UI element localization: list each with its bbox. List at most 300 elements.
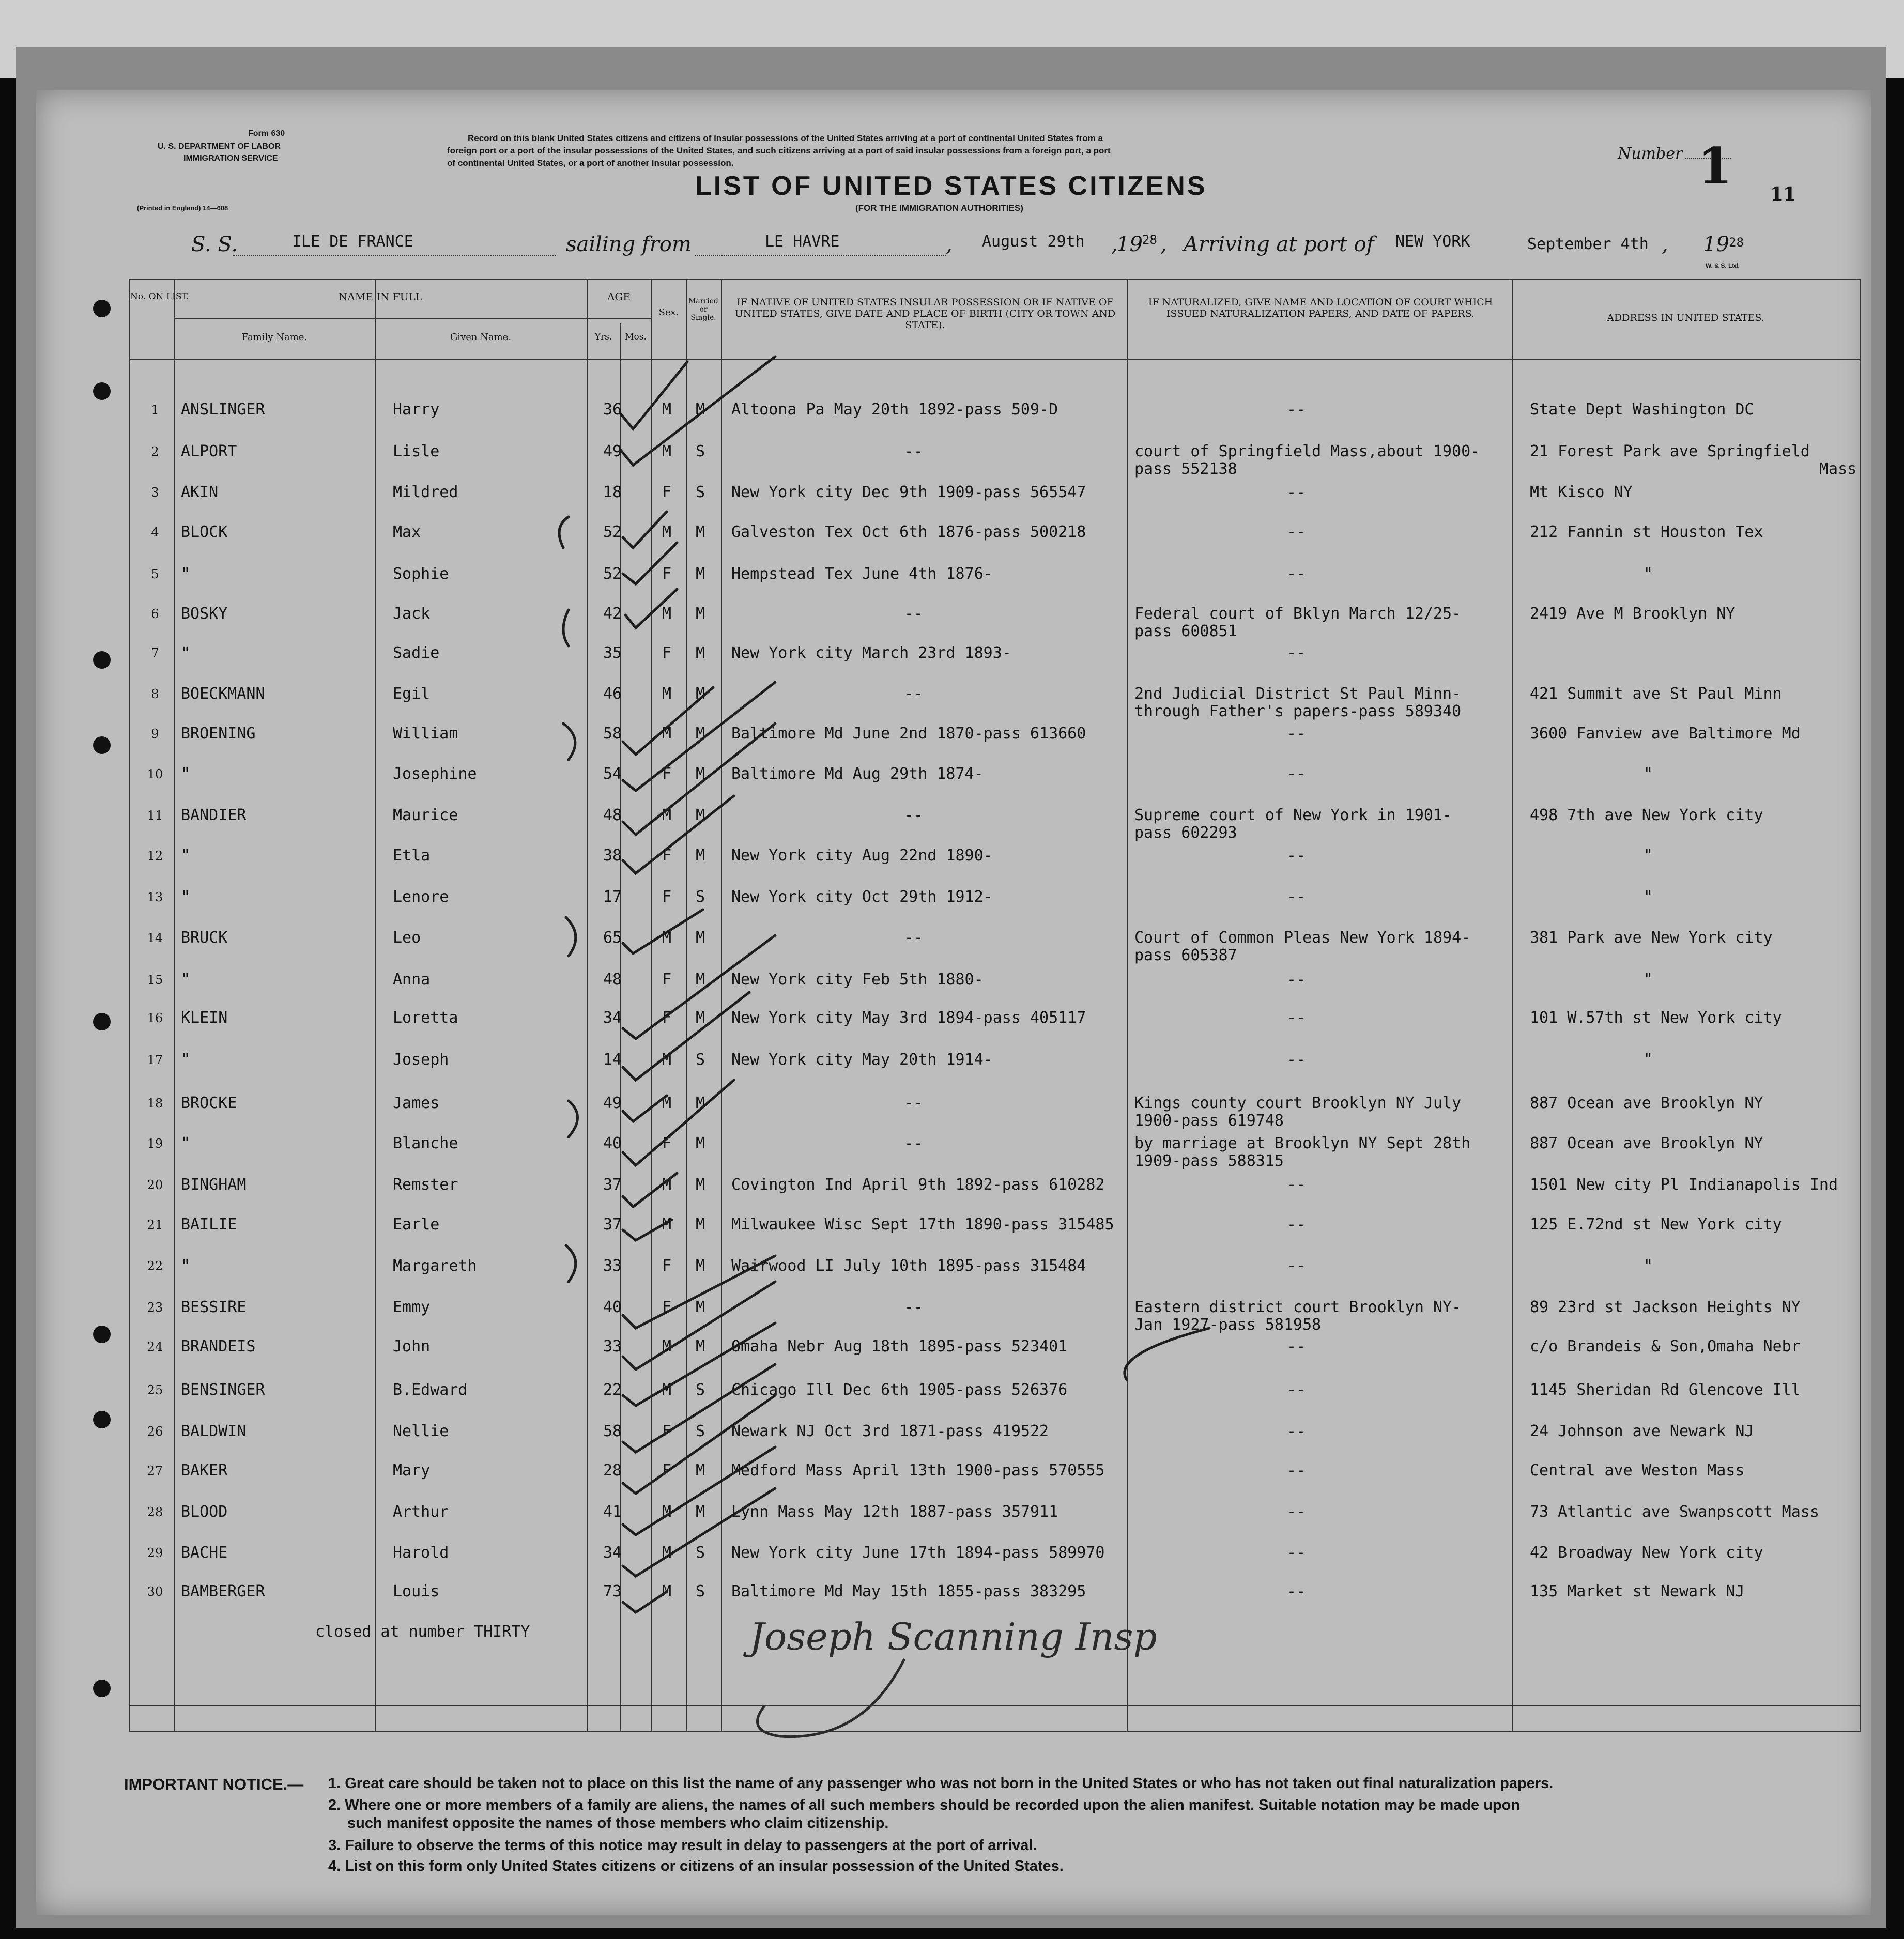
marital-status: M <box>695 565 705 583</box>
age-years: 38 <box>603 847 622 865</box>
comma: , <box>1160 233 1167 256</box>
address: " <box>1644 847 1653 865</box>
service: IMMIGRATION SERVICE <box>183 154 278 163</box>
birth-info: -- <box>904 1298 924 1316</box>
family-name: BRANDEIS <box>181 1337 256 1356</box>
family-name: BROENING <box>181 725 256 743</box>
family-name: BAKER <box>181 1461 228 1480</box>
naturalization-info: -- <box>1287 1381 1306 1399</box>
naturalization-info: -- <box>1287 1337 1306 1356</box>
family-name: BAMBERGER <box>181 1582 265 1601</box>
address: 1145 Sheridan Rd Glencove Ill <box>1530 1381 1801 1399</box>
family-name: BLOOD <box>181 1503 228 1521</box>
marital-status: S <box>695 1544 705 1562</box>
passenger-number: 10 <box>147 767 163 781</box>
sex: M <box>662 1337 672 1356</box>
passenger-number: 11 <box>147 808 163 823</box>
signature-flourish <box>734 1643 941 1757</box>
address: 73 Atlantic ave Swanpscott Mass <box>1530 1503 1819 1521</box>
given-name: Nellie <box>393 1422 449 1440</box>
address: 212 Fannin st Houston Tex <box>1530 523 1763 541</box>
naturalization-info: -- <box>1287 1176 1306 1194</box>
given-name: Arthur <box>393 1503 449 1521</box>
printed-note: (Printed in England) 14—608 <box>137 204 228 212</box>
page-title: LIST OF UNITED STATES CITIZENS <box>695 171 1207 201</box>
naturalization-info: -- <box>1287 565 1306 583</box>
sex: M <box>662 401 672 419</box>
age-years: 34 <box>603 1544 622 1562</box>
passenger-number: 15 <box>147 973 163 987</box>
header-naturalized: IF NATURALIZED, GIVE NAME AND LOCATION OF COURT WHICH ISSUED NATURALIZATION PAPERS, AND DATE OF PAPERS. <box>1148 297 1493 319</box>
passenger-number: 18 <box>147 1096 163 1111</box>
comma: , <box>1662 233 1668 256</box>
naturalization-info-cont: pass 602293 <box>1134 824 1237 842</box>
naturalization-info-cont: Jan 1927-pass 581958 <box>1134 1316 1322 1334</box>
family-name: " <box>181 888 191 906</box>
address: 89 23rd st Jackson Heights NY <box>1530 1298 1801 1316</box>
family-name: BLOCK <box>181 523 228 541</box>
comma: , <box>1111 233 1118 256</box>
family-name: BALDWIN <box>181 1422 247 1440</box>
birth-info: -- <box>904 1094 924 1112</box>
port-to: NEW YORK <box>1395 233 1470 251</box>
address: 125 E.72nd st New York city <box>1530 1215 1782 1234</box>
number-label: Number <box>1618 145 1683 163</box>
address: " <box>1644 765 1653 783</box>
passenger-number: 19 <box>147 1136 163 1151</box>
naturalization-info: -- <box>1287 523 1306 541</box>
passenger-number: 13 <box>147 890 163 904</box>
header-yrs: Yrs. <box>594 332 612 342</box>
sex: M <box>662 1094 672 1112</box>
arriving-label: Arriving at port of <box>1184 233 1374 256</box>
address: " <box>1644 971 1653 989</box>
marital-status: M <box>695 765 705 783</box>
age-years: 17 <box>603 888 622 906</box>
family-name: ALPORT <box>181 442 237 460</box>
naturalization-info: -- <box>1287 1257 1306 1275</box>
header-family-name: Family Name. <box>241 332 308 343</box>
birth-info: -- <box>904 442 924 460</box>
marital-status: S <box>695 1582 705 1601</box>
depart-year-prefix: 19 <box>1116 233 1143 256</box>
address: " <box>1644 1051 1653 1069</box>
naturalization-info-cont: 1909-pass 588315 <box>1134 1152 1284 1170</box>
birth-info: Chicago Ill Dec 6th 1905-pass 526376 <box>731 1381 1068 1399</box>
birth-info: Omaha Nebr Aug 18th 1895-pass 523401 <box>731 1337 1068 1356</box>
passenger-number: 16 <box>147 1011 163 1025</box>
address: " <box>1644 888 1653 906</box>
age-years: 48 <box>603 971 622 989</box>
sex: F <box>662 1257 672 1275</box>
passenger-number: 26 <box>147 1424 163 1439</box>
given-name: Mary <box>393 1461 431 1480</box>
given-name: Emmy <box>393 1298 431 1316</box>
family-name: " <box>181 847 191 865</box>
header-birth: IF NATIVE OF UNITED STATES INSULAR POSSESSION OR IF NATIVE OF UNITED STATES, GIVE DATE AND PLACE OF BIRTH (CITY OR TOWN AND STATE). <box>734 297 1116 331</box>
address: 135 Market st Newark NJ <box>1530 1582 1745 1601</box>
birth-info: Baltimore Md Aug 29th 1874- <box>731 765 984 783</box>
naturalization-info: 2nd Judicial District St Paul Minn- <box>1134 685 1462 703</box>
birth-info: New York city Aug 22nd 1890- <box>731 847 993 865</box>
naturalization-info: court of Springfield Mass,about 1900- <box>1134 442 1480 460</box>
age-years: 14 <box>603 1051 622 1069</box>
sex: M <box>662 806 672 824</box>
closing-note: closed at number THIRTY <box>315 1623 530 1641</box>
sex: F <box>662 565 672 583</box>
given-name: James <box>393 1094 440 1112</box>
passenger-number: 22 <box>147 1259 163 1273</box>
marital-status: M <box>695 971 705 989</box>
notice-item-2: 2. Where one or more members of a family are aliens, the names of all such members should be recorded upon the alien manifest. Suitable notation may be made upon <box>328 1797 1521 1813</box>
family-name: " <box>181 565 191 583</box>
address: c/o Brandeis & Son,Omaha Nebr <box>1530 1337 1801 1356</box>
address: 1501 New city Pl Indianapolis Ind <box>1530 1176 1838 1194</box>
naturalization-info: -- <box>1287 483 1306 501</box>
passenger-number: 4 <box>151 525 159 540</box>
family-name: " <box>181 644 191 662</box>
marital-status: M <box>695 806 705 824</box>
marital-status: S <box>695 483 705 501</box>
age-years: 40 <box>603 1298 622 1316</box>
marital-status: M <box>695 1094 705 1112</box>
given-name: Sophie <box>393 565 449 583</box>
naturalization-info-cont: pass 552138 <box>1134 460 1237 478</box>
passenger-number: 14 <box>147 931 163 945</box>
marital-status: M <box>695 644 705 662</box>
naturalization-info: -- <box>1287 847 1306 865</box>
family-name: BINGHAM <box>181 1176 247 1194</box>
arrive-year-suffix: 28 <box>1729 235 1744 250</box>
address-cont: Mass <box>1819 460 1857 478</box>
sex: F <box>662 765 672 783</box>
given-name: Lenore <box>393 888 449 906</box>
family-name: BOSKY <box>181 605 228 623</box>
address: 21 Forest Park ave Springfield <box>1530 442 1810 460</box>
notice-item-1: 1. Great care should be taken not to place on this list the name of any passenger who was not born in the United States or who has not taken out final naturalization papers. <box>328 1775 1554 1792</box>
sex: M <box>662 1215 672 1234</box>
marital-status: M <box>695 1176 705 1194</box>
sex: M <box>662 1051 672 1069</box>
age-years: 18 <box>603 483 622 501</box>
naturalization-info: -- <box>1287 888 1306 906</box>
given-name: Harry <box>393 401 440 419</box>
age-years: 52 <box>603 523 622 541</box>
naturalization-info: -- <box>1287 725 1306 743</box>
given-name: John <box>393 1337 431 1356</box>
passenger-number: 29 <box>147 1546 163 1560</box>
header-sex: Sex. <box>658 307 679 318</box>
birth-info: New York city Dec 9th 1909-pass 565547 <box>731 483 1086 501</box>
sex: M <box>662 1582 672 1601</box>
age-years: 58 <box>603 1422 622 1440</box>
age-years: 52 <box>603 565 622 583</box>
ship-name: ILE DE FRANCE <box>292 233 413 251</box>
passenger-number: 23 <box>147 1300 163 1315</box>
age-years: 49 <box>603 442 622 460</box>
marital-status: M <box>695 1257 705 1275</box>
arrive-date: September 4th <box>1527 235 1649 253</box>
naturalization-info: -- <box>1287 765 1306 783</box>
sex: F <box>662 1134 672 1152</box>
age-years: 33 <box>603 1257 622 1275</box>
marital-status: M <box>695 1134 705 1152</box>
naturalization-info: by marriage at Brooklyn NY Sept 28th <box>1134 1134 1471 1152</box>
number-value: 1 <box>1698 137 1732 195</box>
passenger-number: 17 <box>147 1053 163 1067</box>
given-name: Blanche <box>393 1134 458 1152</box>
ss-label: S. S. <box>191 233 238 256</box>
family-name: BROCKE <box>181 1094 237 1112</box>
address: " <box>1644 565 1653 583</box>
given-name: Margareth <box>393 1257 477 1275</box>
sex: F <box>662 971 672 989</box>
naturalization-info-cont: pass 600851 <box>1134 622 1237 640</box>
passenger-number: 9 <box>151 727 159 741</box>
sex: M <box>662 685 672 703</box>
age-years: 41 <box>603 1503 622 1521</box>
family-name: BOECKMANN <box>181 685 265 703</box>
family-name: BENSINGER <box>181 1381 265 1399</box>
family-name: AKIN <box>181 483 219 501</box>
marital-status: M <box>695 1009 705 1027</box>
sex: M <box>662 1381 672 1399</box>
header-mos: Mos. <box>625 332 647 342</box>
sex: F <box>662 888 672 906</box>
given-name: Leo <box>393 929 421 947</box>
department: U. S. DEPARTMENT OF LABOR <box>158 142 281 151</box>
age-years: 22 <box>603 1381 622 1399</box>
depart-year-suffix: 28 <box>1142 233 1157 247</box>
family-name: KLEIN <box>181 1009 228 1027</box>
passenger-number: 12 <box>147 849 163 863</box>
given-name: Anna <box>393 971 431 989</box>
passenger-number: 3 <box>151 485 159 500</box>
birth-info: New York city Oct 29th 1912- <box>731 888 993 906</box>
header-married: Married or Single. <box>688 297 718 322</box>
address: 421 Summit ave St Paul Minn <box>1530 685 1782 703</box>
age-years: 73 <box>603 1582 622 1601</box>
birth-info: Hempstead Tex June 4th 1876- <box>731 565 993 583</box>
age-years: 34 <box>603 1009 622 1027</box>
birth-info: Covington Ind April 9th 1892-pass 610282 <box>731 1176 1105 1194</box>
marital-status: M <box>695 847 705 865</box>
address: 42 Broadway New York city <box>1530 1544 1763 1562</box>
naturalization-info: -- <box>1287 1215 1306 1234</box>
address: Central ave Weston Mass <box>1530 1461 1745 1480</box>
naturalization-info-cont: pass 605387 <box>1134 946 1237 964</box>
sex: M <box>662 605 672 623</box>
passenger-number: 7 <box>151 646 159 660</box>
passenger-number: 1 <box>151 403 159 417</box>
birth-info: -- <box>904 929 924 947</box>
sex: M <box>662 442 672 460</box>
birth-info: -- <box>904 1134 924 1152</box>
age-years: 40 <box>603 1134 622 1152</box>
naturalization-info: Federal court of Bklyn March 12/25- <box>1134 605 1462 623</box>
passenger-number: 6 <box>151 607 159 621</box>
marital-status: S <box>695 1422 705 1440</box>
marital-status: M <box>695 1337 705 1356</box>
notice-heading: IMPORTANT NOTICE.— <box>124 1775 304 1793</box>
birth-info: Baltimore Md May 15th 1855-pass 383295 <box>731 1582 1086 1601</box>
naturalization-info: -- <box>1287 1461 1306 1480</box>
header-given-name: Given Name. <box>450 332 512 343</box>
sex: M <box>662 725 672 743</box>
naturalization-info-cont: 1900-pass 619748 <box>1134 1112 1284 1130</box>
naturalization-info: -- <box>1287 401 1306 419</box>
naturalization-info: Supreme court of New York in 1901- <box>1134 806 1452 824</box>
address: 3600 Fanview ave Baltimore Md <box>1530 725 1801 743</box>
age-years: 35 <box>603 644 622 662</box>
family-name: " <box>181 1257 191 1275</box>
birth-info: -- <box>904 685 924 703</box>
passenger-number: 24 <box>147 1340 163 1354</box>
header-age: AGE <box>607 290 631 303</box>
family-name: " <box>181 1134 191 1152</box>
birth-info: Baltimore Md June 2nd 1870-pass 613660 <box>731 725 1086 743</box>
marital-status: S <box>695 442 705 460</box>
port-from: LE HAVRE <box>765 233 840 251</box>
sex: M <box>662 1503 672 1521</box>
birth-info: -- <box>904 806 924 824</box>
naturalization-info: Court of Common Pleas New York 1894- <box>1134 929 1471 947</box>
sex: F <box>662 1009 672 1027</box>
given-name: Etla <box>393 847 431 865</box>
marital-status: M <box>695 685 705 703</box>
given-name: Louis <box>393 1582 440 1601</box>
birth-info: Lynn Mass May 12th 1887-pass 357911 <box>731 1503 1058 1521</box>
family-name: BESSIRE <box>181 1298 247 1316</box>
sex: M <box>662 929 672 947</box>
sex: M <box>662 1176 672 1194</box>
sex: F <box>662 483 672 501</box>
birth-info: New York city March 23rd 1893- <box>731 644 1011 662</box>
address: 101 W.57th st New York city <box>1530 1009 1782 1027</box>
depart-date: August 29th <box>982 233 1085 251</box>
address: Mt Kisco NY <box>1530 483 1633 501</box>
age-years: 42 <box>603 605 622 623</box>
given-name: Joseph <box>393 1051 449 1069</box>
naturalization-info: -- <box>1287 1051 1306 1069</box>
given-name: Lisle <box>393 442 440 460</box>
marital-status: M <box>695 725 705 743</box>
given-name: Josephine <box>393 765 477 783</box>
naturalization-info: -- <box>1287 1582 1306 1601</box>
passenger-number: 28 <box>147 1505 163 1519</box>
birth-info: New York city Feb 5th 1880- <box>731 971 984 989</box>
address: " <box>1644 1257 1653 1275</box>
marital-status: S <box>695 1051 705 1069</box>
birth-info: Altoona Pa May 20th 1892-pass 509-D <box>731 401 1058 419</box>
family-name: BANDIER <box>181 806 247 824</box>
given-name: Earle <box>393 1215 440 1234</box>
header-no: No. ON LIST. <box>130 291 189 302</box>
birth-info: Medford Mass April 13th 1900-pass 570555 <box>731 1461 1105 1480</box>
instruction-line-3: of continental United States, or a port of another insular possession. <box>447 158 734 168</box>
birth-info: Newark NJ Oct 3rd 1871-pass 419522 <box>731 1422 1049 1440</box>
passenger-number: 20 <box>147 1178 163 1192</box>
family-name: BAILIE <box>181 1215 237 1234</box>
given-name: William <box>393 725 458 743</box>
passenger-number: 2 <box>151 444 159 459</box>
sex: F <box>662 1461 672 1480</box>
given-name: Egil <box>393 685 431 703</box>
naturalization-info-cont: through Father's papers-pass 589340 <box>1134 702 1462 720</box>
given-name: Remster <box>393 1176 458 1194</box>
sex: M <box>662 523 672 541</box>
naturalization-info: Kings county court Brooklyn NY July <box>1134 1094 1462 1112</box>
address: 498 7th ave New York city <box>1530 806 1763 824</box>
age-years: 37 <box>603 1215 622 1234</box>
family-name: " <box>181 1051 191 1069</box>
age-years: 48 <box>603 806 622 824</box>
naturalization-info: -- <box>1287 1422 1306 1440</box>
naturalization-info: -- <box>1287 644 1306 662</box>
sex: F <box>662 847 672 865</box>
passenger-number: 21 <box>147 1218 163 1232</box>
comma: , <box>946 233 953 256</box>
passenger-number: 25 <box>147 1383 163 1397</box>
address: State Dept Washington DC <box>1530 401 1754 419</box>
form-number: Form 630 <box>248 129 285 138</box>
marital-status: M <box>695 1298 705 1316</box>
sex: M <box>662 1544 672 1562</box>
address: 887 Ocean ave Brooklyn NY <box>1530 1094 1763 1112</box>
age-years: 65 <box>603 929 622 947</box>
marital-status: M <box>695 523 705 541</box>
marital-status: M <box>695 605 705 623</box>
page-subtitle: (FOR THE IMMIGRATION AUTHORITIES) <box>855 203 1023 213</box>
notice-item-4: 4. List on this form only United States citizens or citizens of an insular possession of the United States. <box>328 1858 1064 1874</box>
sex: F <box>662 1422 672 1440</box>
arrive-year-prefix: 19 <box>1703 233 1729 256</box>
birth-info: Galveston Tex Oct 6th 1876-pass 500218 <box>731 523 1086 541</box>
birth-info: -- <box>904 605 924 623</box>
age-years: 36 <box>603 401 622 419</box>
marital-status: M <box>695 1215 705 1234</box>
age-years: 33 <box>603 1337 622 1356</box>
passenger-number: 27 <box>147 1464 163 1478</box>
notice-item-2-cont: such manifest opposite the names of those members who claim citizenship. <box>347 1815 889 1832</box>
marital-status: M <box>695 929 705 947</box>
naturalization-info: -- <box>1287 1009 1306 1027</box>
age-years: 37 <box>603 1176 622 1194</box>
inspector-signature: Joseph Scanning Insp <box>749 1615 1157 1658</box>
given-name: Sadie <box>393 644 440 662</box>
family-name: ANSLINGER <box>181 401 265 419</box>
age-years: 46 <box>603 685 622 703</box>
age-years: 49 <box>603 1094 622 1112</box>
marital-status: M <box>695 1461 705 1480</box>
given-name: B.Edward <box>393 1381 468 1399</box>
age-years: 58 <box>603 725 622 743</box>
naturalization-info: -- <box>1287 1544 1306 1562</box>
naturalization-info: -- <box>1287 1503 1306 1521</box>
birth-info: New York city May 3rd 1894-pass 405117 <box>731 1009 1086 1027</box>
given-name: Max <box>393 523 421 541</box>
family-name: " <box>181 971 191 989</box>
naturalization-info: -- <box>1287 971 1306 989</box>
given-name: Loretta <box>393 1009 458 1027</box>
sailing-label: sailing from <box>566 233 692 256</box>
address: 24 Johnson ave Newark NJ <box>1530 1422 1754 1440</box>
family-name: BACHE <box>181 1544 228 1562</box>
sex: F <box>662 644 672 662</box>
family-name: BRUCK <box>181 929 228 947</box>
header-address: ADDRESS IN UNITED STATES. <box>1607 312 1764 324</box>
marital-status: S <box>695 888 705 906</box>
